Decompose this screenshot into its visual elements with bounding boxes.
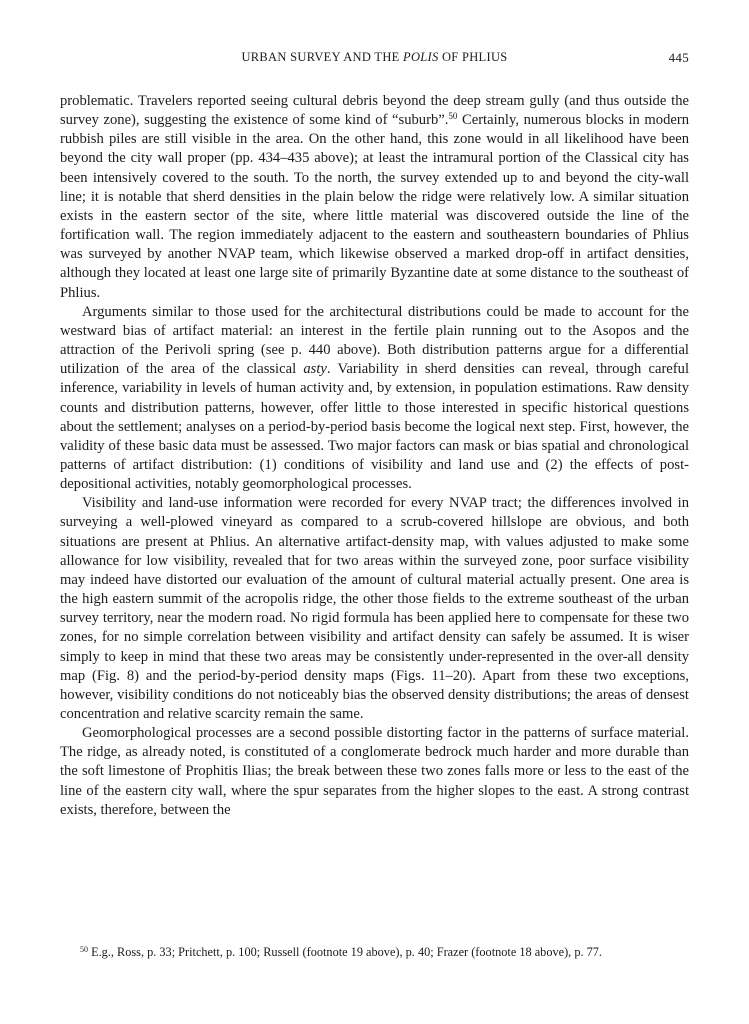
body-text [60,92,689,820]
paragraph-1: problematic. Travelers reported seeing cultural debris beyond the deep stream gully (and thus outside the survey zone), suggesting the existence of some kind of “suburb”.$^{50}$ Certainly, numerous blocks in modern rubbish piles are still visible in the area. On the other hand, this zone would in all likelihood have been beyond the city wall proper (pp. 434–435 above); at least the intramural portion of the Classical city has been intensively covered to the south. To the north, the survey extended up to and beyond the city-wall line; it is notable that sherd densities in the plain below the ridge were relatively low. A similar situation exists in the eastern sector of the site, where little material was discovered outside the line of the fortification wall. The region immediately adjacent to the eastern and southeastern boundaries of Phlius was surveyed by another NVAP team, which likewise observed a marked drop-off in artifact densities, although they located at least one large site of primarily Byzantine date at some distance to the southeast of Phlius. [60,93,689,301]
page-number: 445 [668,50,689,65]
running-head [60,50,689,70]
paragraph-3: Visibility and land-use information were recorded for every NVAP tract; the differences involved in surveying a well-plowed vineyard as compared to a scrub-covered hillslope are obvious, and both situations are present at Phlius. An alternative artifact-density map, with values adjusted to make some allowance for low visibility, revealed that for two areas within the surveyed zone, poor surface visibility may indeed have distorted our evaluation of the amount of cultural material actually present. One area is the high eastern summit of the acropolis ridge, the other those fields to the extreme southeast of the urban survey territory, near the modern road. No rigid formula has been applied here to compensate for these two zones, for no simple correlation between visibility and artifact density can safely be assumed. It is wiser simply to keep in mind that these two areas may be consistently under-represented in the over-all density map (Fig. 8) and the period-by-period density maps (Figs. 11–20). Apart from these two exceptions, however, visibility conditions do not noticeably bias the observed density distributions; the areas of densest concentration and relative scarcity remain the same. [60,495,689,722]
paragraph-4: Geomorphological processes are a second possible distorting factor in the patterns of surface material. The ridge, as already noted, is constituted of a conglomerate bedrock much harder and more durable than the soft limestone of Prophitis Ilias; the break between these two zones falls more or less to the east of the line of the eastern city wall, where the spur separates from the higher slopes to the east. A strong contrast exists, therefore, between the [60,725,689,818]
running-title: URBAN SURVEY AND THE POLIS OF PHLIUS [241,50,508,64]
paragraph-2: Arguments similar to those used for the architectural distributions could be made to account for the westward bias of artifact material: an interest in the fertile plain running out to the Asopos and the attraction of the Perivoli spring (see p. 440 above). Both distribution patterns argue for a differential utilization of the area of the classical asty. Variability in sherd densities can reveal, through careful inference, variability in levels of human activity and, by extension, in population estimations. Raw density counts and distribution patterns, however, offer little to those interested in specific historical questions about the settlement; analyses on a period-by-period basis become the logical next step. First, however, the validity of these basic data must be assessed. Two major factors can mask or bias spatial and chronological patterns of artifact distribution: (1) conditions of visibility and land use and (2) the effects of post-depositional activities, notably geomorphological processes. [60,303,689,493]
footnote-ref-50[interactable]: 50 [448,111,458,122]
page-content [60,50,689,820]
footnote-number: 50 [80,945,88,954]
footnote-50: $^{50}$ E.g., Ross, p. 33; Pritchett, p. 100; Russell (footnote 19 above), p. 40; Frazer (footnote 18 above), p. 77. [80,945,602,959]
